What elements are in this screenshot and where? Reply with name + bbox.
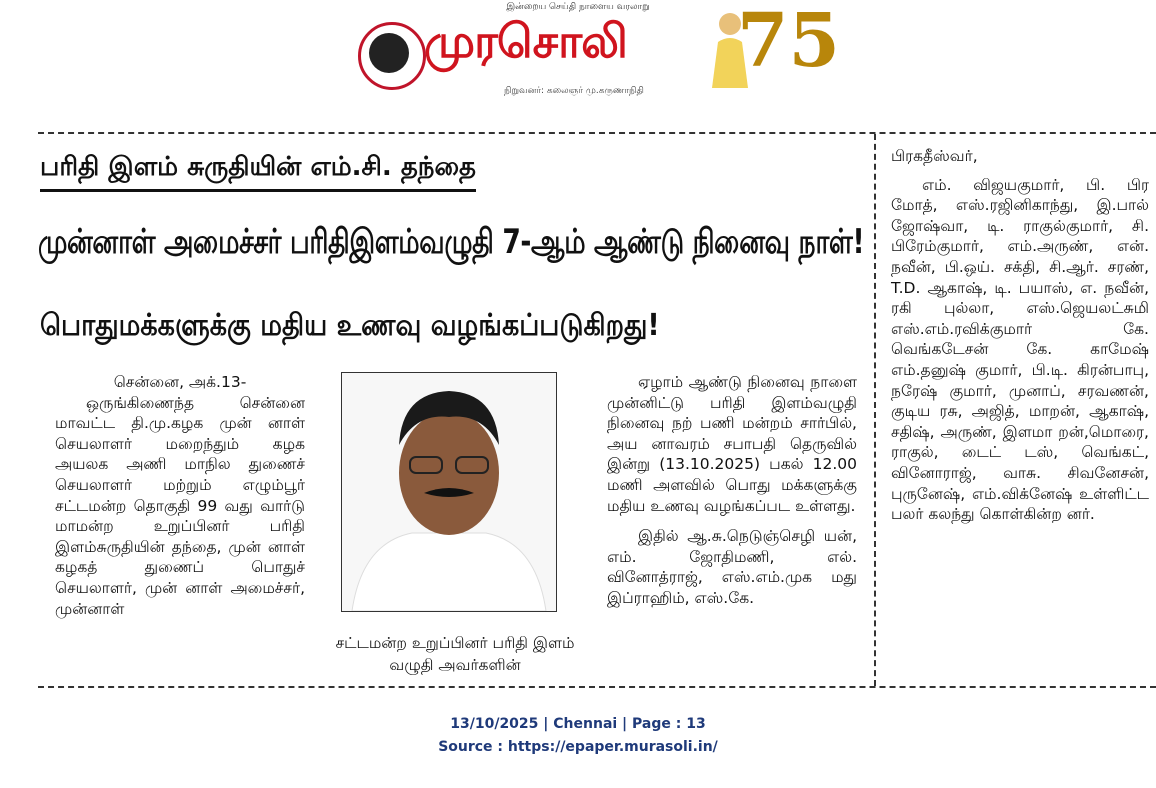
masthead (352, 0, 840, 102)
newspaper-logo: முரசொலி (424, 14, 627, 68)
masthead-tagline: இன்றைய செய்தி நாளைய வரலாறு (506, 2, 650, 12)
bottom-divider (38, 686, 1156, 688)
subheadline: பொதுமக்களுக்கு மதிய உணவு வழங்கப்படுகிறது! (40, 308, 660, 343)
photo-caption: சட்டமன்ற உறுப்பினர் பரிதி இளம் வழுதி அவர்களின் (335, 634, 575, 674)
column-3-text-a: ஏழாம் ஆண்டு நினைவு நாளை முன்னிட்டு பரிதி இளம்வழுதி நினைவு நற் பணி மன்றம் சார்பில், அய னாவரம் சபாபதி தெருவில் இன்று (13.10.2025) பகல் 12.00 மணி அளவில் பொது மக்களுக்கு மதிய உணவு வழங்கப்பட உள்ளது. (607, 373, 857, 515)
column-4-text-b: எம். விஜயகுமார், பி. பிர மோத், எஸ்.ரஜினிகாந்து, இ.பால் ஜோஷ்வா, டி. ராகுல்குமார், சி. பிரேம்குமார், எம்.அருண், என். நவீன், பி.ஒய். சக்தி, சி.ஆர். சரண், T.D. ஆகாஷ், டி. பயாஸ், எ. நவீன், ரகி புல்லா, எஸ்.ஜெயலட்சுமி எஸ்.எம்.ரவிக்குமார் கே. வெங்கடேசன் கே. காமேஷ் எம்.தனுஷ் குமார், பி.டி. கிரன்பாபு, நரேஷ் குமார், முனாப், சரவணன், குடிய ரசு, அஜித், மாறன், ஆகாஷ், சதிஷ், அருண், இளமா றன்,மொரை, ராகுல், டைட் டஸ், வெங்கட், வினோராஜ், வாசு. சிவனேசன், புருனேஷ், எம்.விக்னேஷ் உள்ளிட்ட பலர் கலந்து கொள்கின்ற னர். (891, 175, 1149, 524)
column-4-text-a: பிரகதீஸ்வர், (891, 147, 978, 165)
article-column-3 (607, 372, 857, 609)
article-column-4 (891, 146, 1149, 525)
founder-line: நிறுவனர்: கலைஞர் மு.கருணாநிதி (504, 86, 644, 96)
footer-date-line: 13/10/2025 | Chennai | Page : 13 (450, 716, 706, 732)
kicker: பரிதி இளம் சுருதியின் எம்.சி. தந்தை (40, 152, 476, 192)
party-emblem-icon (358, 22, 426, 90)
dateline: சென்னை, அக்.13- (113, 373, 247, 391)
column-1-text: ஒருங்கிணைந்த சென்னை மாவட்ட தி.மு.கழக முன் னாள் செயலாளர் மறைந்தும் கழக அயலக அணி மாநில துணைச் செயலாளர் மற்றும் எழும்பூர் சட்டமன்ற தொகுதி 99 வது வார்டு மாமன்ற உறுப்பினர் பரிதி இளம்சுருதியின் தந்தை, முன் னாள் கழகத் துணைப் பொதுச் செயலாளர், முன் னாள் அமைச்சர், முன்னாள் (55, 393, 305, 618)
footer-source-link[interactable]: Source : https://epaper.murasoli.in/ (438, 739, 718, 755)
portrait-photo (341, 372, 557, 612)
top-divider (38, 132, 1156, 134)
anniversary-75-badge: 75 (737, 0, 840, 84)
article-column-1 (55, 372, 305, 619)
headline: முன்னாள் அமைச்சர் பரிதிஇளம்வழுதி 7-ஆம் ஆண்டு நினைவு நாள்! (38, 222, 865, 262)
column-3-text-b: இதில் ஆ.சு.நெடுஞ்செழி யன், எம். ஜோதிமணி, எல். வினோத்ராஜ், எஸ்.எம்.முக மது இப்ராஹிம், எஸ்.கே. (607, 527, 857, 607)
column-divider (874, 134, 876, 686)
